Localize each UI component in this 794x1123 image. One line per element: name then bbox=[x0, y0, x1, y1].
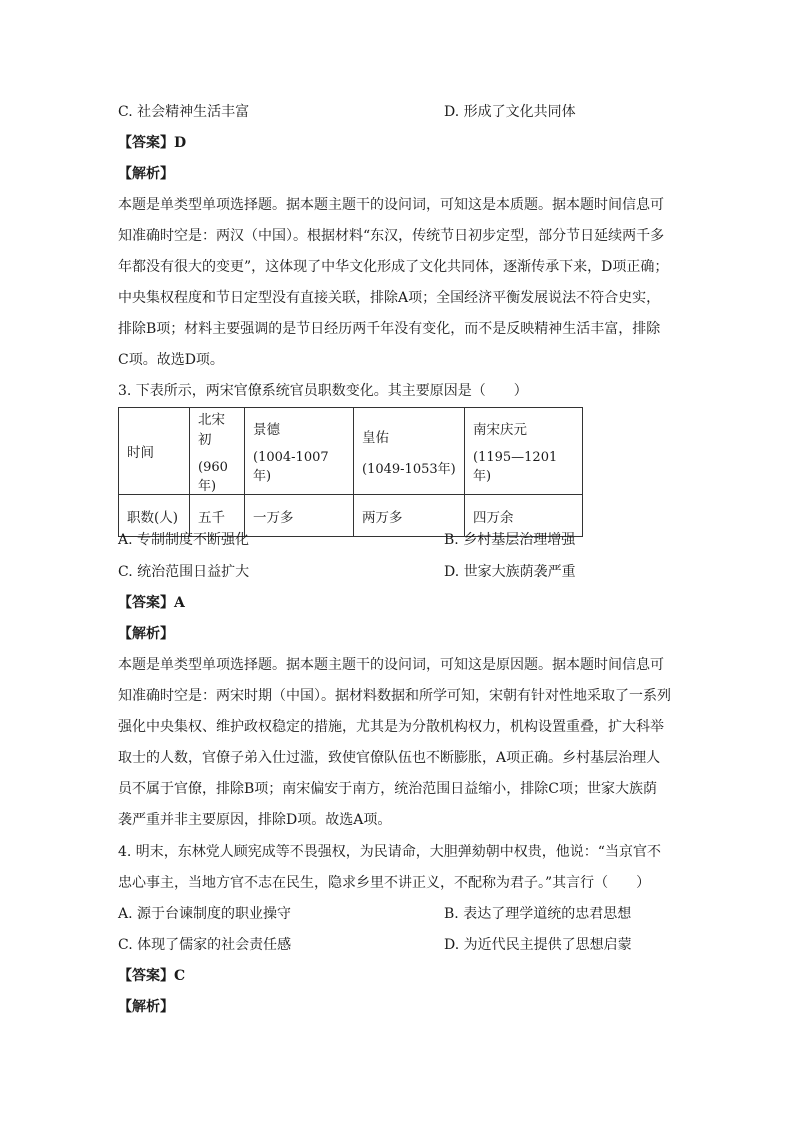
table-row-time bbox=[119, 408, 583, 495]
q2-analysis-line: 知准确时空是：两汉（中国）。根据材料“东汉，传统节日初步定型，部分节日延续两千多 bbox=[118, 228, 665, 244]
table-cell-period bbox=[190, 408, 245, 495]
q3-option-a: A. 专制制度不断强化 bbox=[118, 532, 250, 548]
q3-stem: 3. 下表所示，两宋官僚系统官员职数变化。其主要原因是（ ） bbox=[118, 383, 528, 399]
q2-option-d: D. 形成了文化共同体 bbox=[444, 104, 576, 120]
period-years: (960年) bbox=[198, 460, 228, 494]
q3-option-c: C. 统治范围日益扩大 bbox=[118, 564, 250, 580]
q3-option-b: B. 乡村基层治理增强 bbox=[444, 532, 576, 548]
q2-analysis-line: 年都没有很大的变更”，这体现了中华文化形成了文化共同体，逐渐传承下来，D项正确； bbox=[118, 259, 669, 275]
table-cell-count: 两万多 bbox=[354, 495, 465, 537]
q4-stem-line: 4. 明末，东林党人顾宪成等不畏强权，为民请命，大胆弹劾朝中权贵，他说：“当京官不 bbox=[118, 844, 661, 860]
q4-option-b: B. 表达了理学道统的忠君思想 bbox=[444, 906, 632, 922]
q2-analysis-label: 【解析】 bbox=[118, 166, 174, 182]
q2-analysis-line: C项。故选D项。 bbox=[118, 352, 224, 368]
q2-analysis-line: 本题是单类型单项选择题。据本题主题干的设问词，可知这是本质题。据本题时间信息可 bbox=[118, 197, 664, 213]
period-years: (1195—1201年) bbox=[473, 450, 558, 484]
q3-analysis-line: 强化中央集权、维护政权稳定的措施，尤其是为分散机构权力，机构设置重叠，扩大科举 bbox=[118, 719, 664, 735]
period-name: 景德 bbox=[253, 422, 280, 438]
q2-analysis-line: 排除B项；材料主要强调的是节日经历两千年没有变化，而不是反映精神生活丰富，排除 bbox=[118, 321, 661, 337]
period-name: 皇佑 bbox=[362, 429, 389, 446]
q3-analysis-line: 员不属于官僚，排除B项；南宋偏安于南方，统治范围日益缩小，排除C项；世家大族荫 bbox=[118, 781, 657, 797]
q3-analysis-line: 取士的人数，官僚子弟入仕过滥，致使官僚队伍也不断膨胀，A项正确。乡村基层治理人 bbox=[118, 750, 661, 766]
q3-analysis-line: 本题是单类型单项选择题。据本题主题干的设问词，可知这是原因题。据本题时间信息可 bbox=[118, 657, 664, 673]
table-header-time: 时间 bbox=[119, 408, 190, 495]
period-name: 南宋庆元 bbox=[473, 422, 527, 438]
q2-analysis-line: 中央集权程度和节日定型没有直接关联，排除A项；全国经济平衡发展说法不符合史实， bbox=[118, 290, 661, 306]
q4-stem-line: 忠心事主，当地方官不志在民生，隐求乡里不讲正义，不配称为君子。”其言行（ ） bbox=[118, 875, 651, 891]
q3-answer: 【答案】A bbox=[118, 595, 185, 611]
table-cell-count: 一万多 bbox=[245, 495, 354, 537]
q2-answer: 【答案】D bbox=[118, 135, 187, 151]
table-header-count: 职数(人) bbox=[119, 495, 190, 537]
q3-analysis-line: 袭严重并非主要原因，排除D项。故选A项。 bbox=[118, 812, 392, 828]
q4-analysis-label: 【解析】 bbox=[118, 999, 174, 1015]
q4-option-d: D. 为近代民主提供了思想启蒙 bbox=[444, 937, 632, 953]
period-years: (1049-1053年) bbox=[362, 461, 456, 477]
q3-analysis-label: 【解析】 bbox=[118, 626, 174, 642]
table-cell-period bbox=[465, 408, 583, 495]
period-years: (1004-1007年) bbox=[253, 450, 329, 484]
table-cell-period bbox=[354, 408, 465, 495]
q3-option-d: D. 世家大族荫袭严重 bbox=[444, 564, 576, 580]
period-name: 北宋初 bbox=[198, 412, 225, 448]
q4-answer: 【答案】C bbox=[118, 968, 186, 984]
q4-option-c: C. 体现了儒家的社会责任感 bbox=[118, 937, 292, 953]
table-cell-count: 四万余 bbox=[465, 495, 583, 537]
q3-analysis-line: 知准确时空是：两宋时期（中国）。据材料数据和所学可知，宋朝有针对性地采取了一系列 bbox=[118, 688, 671, 704]
q4-option-a: A. 源于台谏制度的职业操守 bbox=[118, 906, 292, 922]
table-cell-period bbox=[245, 408, 354, 495]
q2-option-c: C. 社会精神生活丰富 bbox=[118, 104, 250, 120]
official-count-table bbox=[118, 407, 583, 537]
table-cell-count: 五千 bbox=[190, 495, 245, 537]
